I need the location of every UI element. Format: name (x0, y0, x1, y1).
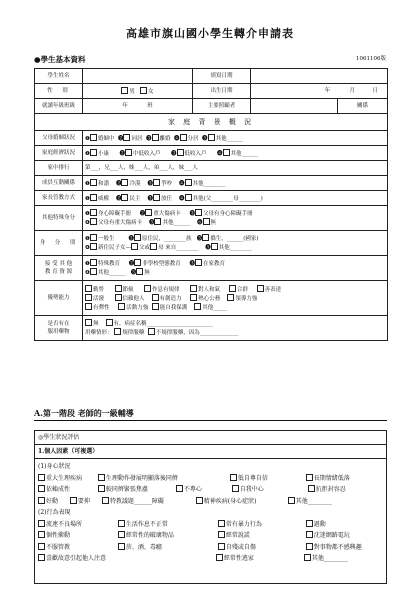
medication-options: 無 有，病症名稱________________________ 用藥情形： 規律服藥 不規律服藥，因為______________ (83, 316, 388, 341)
interact-cb4[interactable] (185, 179, 192, 186)
strength-cb3[interactable] (144, 285, 151, 292)
gender-options (83, 84, 193, 99)
disc-cb3[interactable] (153, 194, 160, 201)
eval-cb7[interactable] (176, 485, 183, 492)
eval-row-5: 個性衝動 經常性的破壞物品 經常說謊 沈迷網路電玩 (38, 530, 383, 542)
year-text: 年 (324, 87, 331, 94)
strength-cb7[interactable] (85, 294, 92, 301)
resource-cb2[interactable] (134, 259, 141, 266)
med-irregular-cb[interactable] (148, 328, 155, 335)
day-text: 日 (372, 87, 379, 94)
marriage-cb1[interactable] (90, 134, 97, 141)
behavior-heading: (2)行為表現 (38, 509, 71, 516)
eval-cb17[interactable] (218, 520, 225, 527)
evaluation-body (35, 459, 386, 567)
strength-label: 優勢能力 (35, 281, 83, 316)
student-name-field[interactable] (83, 69, 193, 84)
disc-cb1[interactable] (90, 194, 97, 201)
guardian-field[interactable] (251, 99, 338, 114)
relation-label: 關係 (338, 99, 388, 114)
strength-options: 勤勞 節儉 作息有規律 對人和氣 合群 善表達 活潑 信賴他人 有創造力 熱心公務 領導力強 有彈性 活動力強 能自我保護 其他_____ (83, 281, 388, 316)
eval-cb25[interactable] (218, 543, 225, 550)
strength-cb13[interactable] (118, 303, 125, 310)
discipline-options: ❶ 威權 ❷ 民主 ❸ 放任 ❹ 其他(父________母________) (83, 191, 388, 206)
eval-cb13[interactable] (196, 497, 203, 504)
eval-cb9[interactable] (308, 485, 315, 492)
strength-cb5[interactable] (229, 285, 236, 292)
strength-cb6[interactable] (257, 285, 264, 292)
grade-class-field[interactable] (83, 99, 193, 114)
basic-info-table (34, 68, 388, 114)
marriage-cb4[interactable] (180, 134, 187, 141)
eval-row-7: 喜歡故意引起他人注意 經常性逃家 其他________ (38, 553, 383, 565)
resource-cb4[interactable] (90, 268, 97, 275)
gender-label: 性 別 (35, 84, 83, 99)
birth-date-field[interactable] (251, 84, 388, 99)
identity-options: ❶ 一般生 ❷ 原住民，________族 ❸ 僑生，______(國家) ❹ 新住民子女— 父或 母 來自________ ❺ 其他________ (83, 231, 388, 256)
eval-cb19[interactable] (38, 531, 45, 538)
sibling-text[interactable]: 第___，兄___人，姊___人，弟___人，妹___人 (83, 161, 388, 176)
eval-cb10[interactable] (38, 497, 45, 504)
eval-cb4[interactable] (306, 474, 313, 481)
fill-date-field[interactable] (251, 69, 388, 84)
eval-cb1[interactable] (38, 474, 45, 481)
eval-cb16[interactable] (118, 520, 125, 527)
resource-cb1[interactable] (90, 259, 97, 266)
strength-cb4[interactable] (190, 285, 197, 292)
physical-mental-heading: (1)身心狀況 (38, 463, 71, 470)
strength-cb14[interactable] (152, 303, 159, 310)
medication-label: 是否有在 服用藥物 (35, 316, 83, 341)
resource-cb3[interactable] (195, 259, 202, 266)
eval-cb20[interactable] (118, 531, 125, 538)
strength-cb15[interactable] (194, 303, 201, 310)
med-yes-cb[interactable] (106, 319, 113, 326)
resource-options: ❶ 特殊教育 ❷ 非學校型態教育 ❸ 在家教育 ❹ 其他______ ❺ 無 (83, 256, 388, 281)
marriage-options: ❶ 婚姻中 ❷ 同居 ❸ 離婚 ❹ 分居 ❺ 其他______ (83, 131, 388, 146)
disc-cb2[interactable] (121, 194, 128, 201)
discipline-label: 家長管教方式 (35, 191, 83, 206)
eval-cb24[interactable] (118, 543, 125, 550)
special-cb2[interactable] (145, 209, 152, 216)
eval-cb26[interactable] (306, 543, 313, 550)
section-divider (34, 420, 387, 421)
strength-cb9[interactable] (152, 294, 159, 301)
med-regular-cb[interactable] (114, 328, 121, 335)
fill-date-label: 填寫日期 (193, 69, 251, 84)
female-text: 女 (148, 88, 154, 95)
marriage-cb2[interactable] (123, 134, 130, 141)
eval-cb2[interactable] (98, 474, 105, 481)
eval-cb3[interactable] (230, 474, 237, 481)
student-evaluation-box (34, 430, 387, 584)
special-status-options: ❶ 身心障礙手冊 ❷ 重大傷病卡 ❸ 父母有身心障礙手冊 ❹ 父母有重大傷病卡 ❺ 其他______ ❻ 無 (83, 206, 388, 231)
strength-cb10[interactable] (190, 294, 197, 301)
sibling-label: 家中排行 (35, 161, 83, 176)
identity-mother-cb[interactable] (150, 243, 157, 250)
eval-row-4: 流連不良場所 生活作息不正常 常有暴力行為 過動 (38, 519, 383, 531)
evaluation-header: ◎學生狀況評估 (35, 431, 386, 445)
eval-cb11[interactable] (70, 497, 77, 504)
marriage-cb5[interactable] (208, 134, 215, 141)
eval-cb21[interactable] (218, 531, 225, 538)
interact-cb3[interactable] (153, 179, 160, 186)
resource-label: 接 受 其 他 教 育 資 源 (35, 256, 83, 281)
econ-cb4[interactable] (223, 149, 230, 156)
strength-cb8[interactable] (115, 294, 122, 301)
eval-cb22[interactable] (306, 531, 313, 538)
special-status-label: 其他特殊身分 (35, 206, 83, 231)
identity-cb2[interactable] (134, 234, 141, 241)
student-name-label: 學生姓名 (35, 69, 83, 84)
interact-cb2[interactable] (121, 179, 128, 186)
eval-row-3: 好動 要抑 特教議題______障礙 精神疾病(身心症狀) 其他________ (38, 496, 383, 508)
birth-date-label: 出生日期 (193, 84, 251, 99)
identity-label: 身 分 別 (35, 231, 83, 256)
strength-cb1[interactable] (85, 285, 92, 292)
eval-row-2: 依賴成性 較同儕緊張焦慮 不專心 自我中心 抗拒封容忍 (38, 484, 383, 496)
identity-father-cb[interactable] (131, 243, 138, 250)
section-basic-info-heading: ●學生基本資料 (34, 55, 86, 64)
family-background-header: 家 庭 背 景 概 況 (35, 114, 388, 131)
strength-cb2[interactable] (115, 285, 122, 292)
form-title: 高雄市旗山國小學生轉介申請表 (126, 27, 294, 40)
eval-cb23[interactable] (38, 543, 45, 550)
month-text: 月 (349, 87, 356, 94)
eval-cb8[interactable] (232, 485, 239, 492)
econ-cb2[interactable] (125, 149, 132, 156)
family-background-table (34, 113, 388, 341)
econ-cb3[interactable] (177, 149, 184, 156)
male-text: 男 (129, 88, 135, 95)
identity-cb5[interactable] (211, 243, 218, 250)
marriage-cb3[interactable] (152, 134, 159, 141)
female-checkbox[interactable] (140, 87, 147, 94)
special-cb6[interactable] (203, 218, 210, 225)
economy-options: ❶ 小康 ❷ 中低收入戶 ❸ 低收入戶 ❹ 其他______ (83, 146, 388, 161)
eval-cb14[interactable] (288, 497, 295, 504)
eval-cb15[interactable] (38, 520, 45, 527)
eval-row-1: 重大生理疾病 生理動作發展明顯落後同儕 低自尊自信 長期情緒低落 (38, 473, 383, 485)
class-text: 班 (147, 102, 153, 109)
marriage-label: 父母婚姻狀況 (35, 131, 83, 146)
male-checkbox[interactable] (121, 87, 128, 94)
special-cb4[interactable] (90, 218, 97, 225)
grade-text: 年 (122, 102, 128, 109)
economy-label: 家庭經濟狀況 (35, 146, 83, 161)
eval-cb27[interactable] (38, 554, 45, 561)
identity-cb4[interactable] (90, 243, 97, 250)
guardian-label: 主要照顧者 (193, 99, 251, 114)
version-label: 1061106版 (356, 56, 386, 62)
strength-cb12[interactable] (85, 303, 92, 310)
special-cb1[interactable] (90, 209, 97, 216)
special-cb3[interactable] (195, 209, 202, 216)
interaction-label: 成員互動關係 (35, 176, 83, 191)
eval-row-6: 不服管教 菸、酒、毒癮 自殘或自傷 對事物都不感興趣 (38, 542, 383, 554)
eval-cb28[interactable] (216, 554, 223, 561)
eval-cb29[interactable] (304, 554, 311, 561)
interaction-options: ❶ 和諧 ❷ 冷漠 ❸ 爭吵 ❹ 其他________ (83, 176, 388, 191)
econ-cb1[interactable] (90, 149, 97, 156)
personal-factors-heading: 1.個人因素（可複選） (35, 445, 386, 459)
eval-cb6[interactable] (98, 485, 105, 492)
disc-cb4[interactable] (185, 194, 192, 201)
special-cb5[interactable] (154, 218, 161, 225)
strength-cb11[interactable] (227, 294, 234, 301)
grade-class-label: 就讀年級班級 (35, 99, 83, 114)
interact-cb1[interactable] (90, 179, 97, 186)
identity-cb3[interactable] (202, 234, 209, 241)
stage1-heading: A.第一階段 老師的一級輔導 (34, 408, 134, 418)
eval-cb5[interactable] (38, 485, 45, 492)
resource-cb5[interactable] (136, 268, 143, 275)
eval-cb12[interactable] (102, 497, 109, 504)
med-none-cb[interactable] (85, 319, 92, 326)
identity-cb1[interactable] (90, 234, 97, 241)
eval-cb18[interactable] (306, 520, 313, 527)
